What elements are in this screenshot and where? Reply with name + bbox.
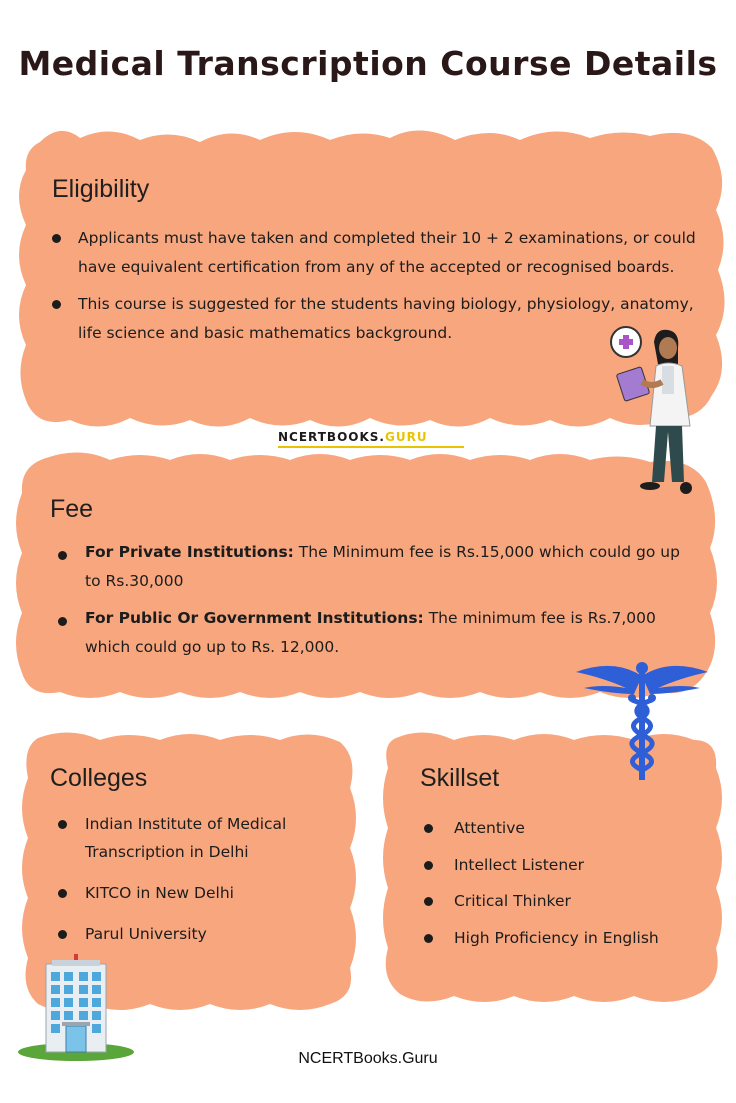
bullet-icon [58, 820, 67, 829]
list-item: For Public Or Government Institutions: The minimum fee is Rs.7,000 which could go up to Rs. 12,000. [58, 604, 688, 662]
colleges-list [58, 810, 328, 961]
bullet-icon [424, 897, 433, 906]
eligibility-list [52, 224, 702, 356]
bullet-icon [52, 300, 61, 309]
bullet-icon [52, 234, 61, 243]
skillset-heading: Skillset [420, 764, 500, 792]
hospital-illustration [16, 954, 136, 1062]
bullet-icon [58, 617, 67, 626]
bullet-icon [58, 551, 67, 560]
bullet-icon [424, 824, 433, 833]
fee-list [58, 538, 688, 670]
doctor-illustration [606, 322, 706, 504]
colleges-heading: Colleges [50, 764, 148, 792]
list-item: For Private Institutions: The Minimum fee is Rs.15,000 which could go up to Rs.30,000 [58, 538, 688, 596]
list-item: Intellect Listener [424, 851, 724, 879]
list-item: Applicants must have taken and completed their 10 + 2 examinations, or could have equivalent certification from any of the accepted or recognised boards. [52, 224, 702, 282]
watermark: NCERTBOOKS.GURU [278, 430, 428, 444]
bullet-icon [58, 889, 67, 898]
caduceus-icon [574, 654, 710, 784]
footer-brand: NCERTBooks.Guru [298, 1050, 438, 1067]
list-item: Indian Institute of Medical Transcription in Delhi [58, 810, 328, 866]
bullet-icon [424, 861, 433, 870]
page-title: Medical Transcription Course Details [18, 44, 718, 83]
list-item: KITCO in New Delhi [58, 879, 328, 907]
bullet-icon [58, 930, 67, 939]
fee-heading: Fee [50, 495, 94, 523]
list-item: Parul University [58, 920, 328, 948]
list-item: Critical Thinker [424, 887, 724, 915]
list-item: This course is suggested for the students having biology, physiology, anatomy, life science and basic mathematics background. [52, 290, 702, 348]
eligibility-heading: Eligibility [52, 175, 150, 203]
list-item: Attentive [424, 814, 724, 842]
list-item: High Proficiency in English [424, 924, 724, 952]
skillset-list [424, 814, 724, 960]
bullet-icon [424, 934, 433, 943]
